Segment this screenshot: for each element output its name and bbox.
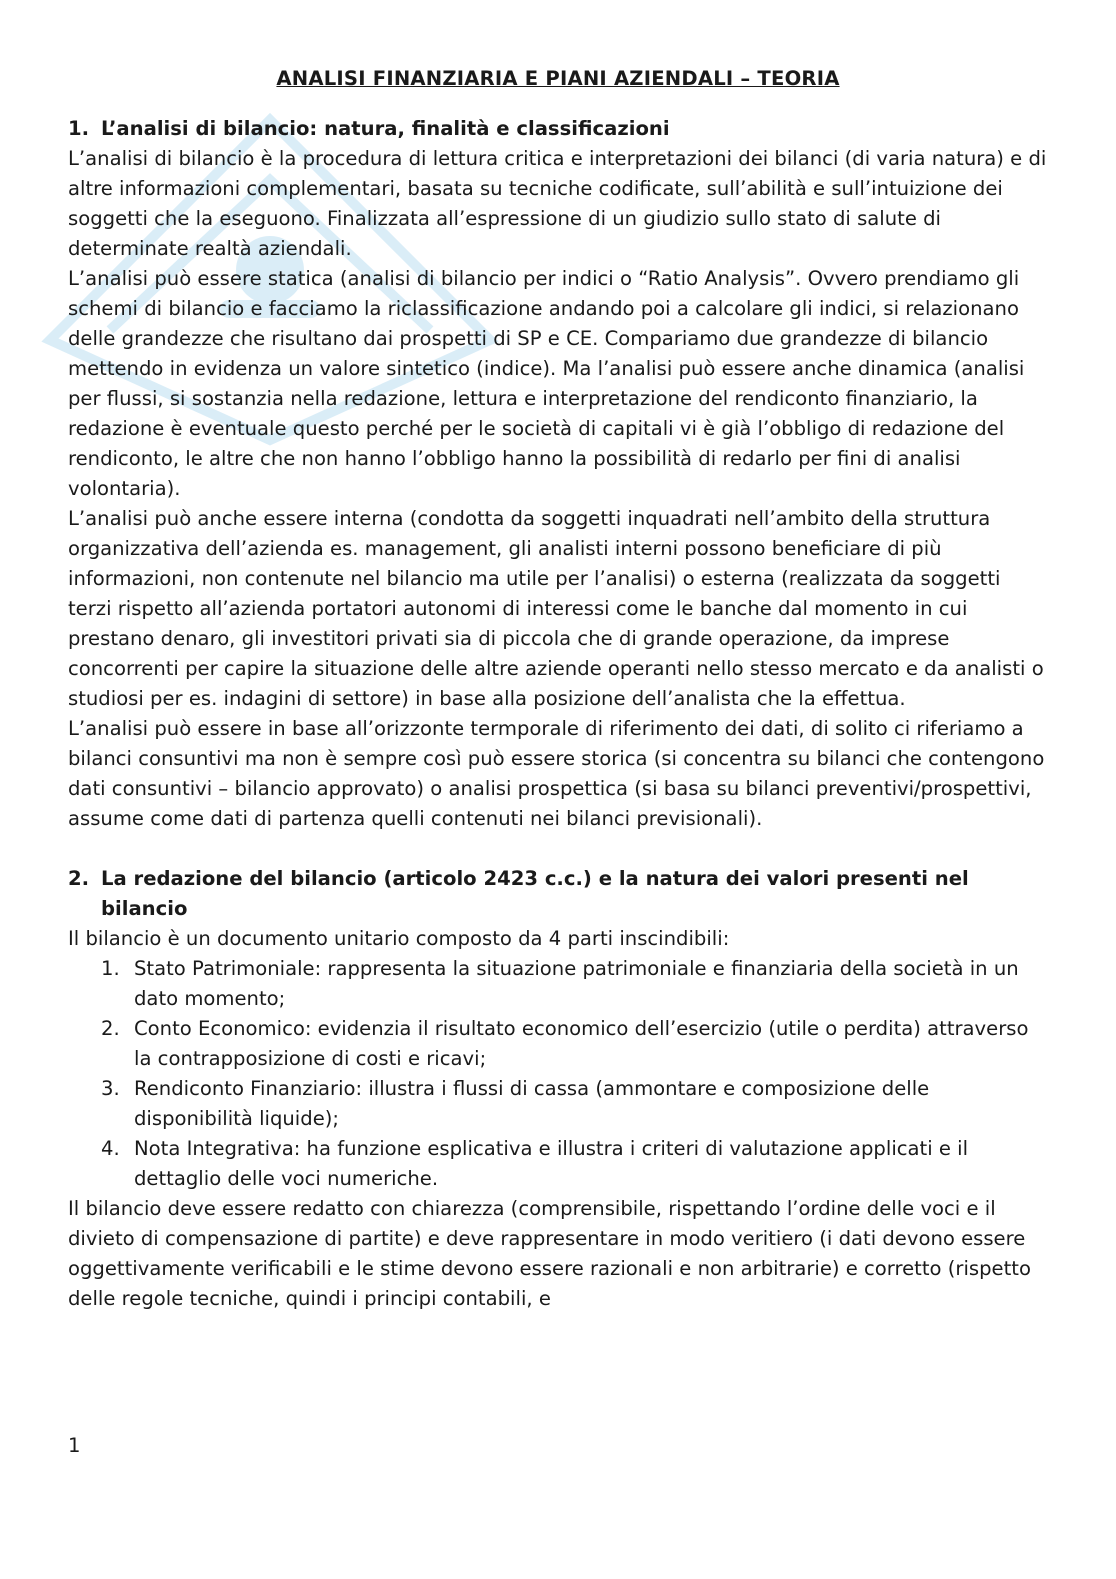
list-item-number: 1. [101, 957, 120, 980]
list-item-number: 4. [101, 1137, 120, 1160]
list-item-text: Stato Patrimoniale: rappresenta la situazione patrimoniale e finanziaria della società in un dato momento; [134, 957, 1019, 1010]
list-item-text: Nota Integrativa: ha funzione esplicativa e illustra i criteri di valutazione applicati e il dettaglio delle voci numeriche. [134, 1137, 969, 1190]
list-item-number: 2. [101, 1017, 120, 1040]
section-1-title: L’analisi di bilancio: natura, finalità e classificazioni [101, 117, 670, 140]
list-item [101, 954, 1048, 1014]
list-item [101, 1074, 1048, 1134]
list-item-text: Conto Economico: evidenzia il risultato economico dell’esercizio (utile o perdita) attraverso la contrapposizione di costi e ricavi; [134, 1017, 1029, 1070]
list-item-number: 3. [101, 1077, 120, 1100]
section-2-heading [68, 864, 1048, 924]
document-body [68, 64, 1048, 1314]
section-1-paragraph: L’analisi di bilancio è la procedura di lettura critica e interpretazioni dei bilanci (di varia natura) e di altre informazioni complementari, basata su tecniche codificate, sull’abilità e sull’intuizione dei soggetti che la eseguono. Finalizzata all’espressione di un giudizio sullo stato di salute di determinate realtà aziendali. [68, 147, 1047, 260]
section-2-title: La redazione del bilancio (articolo 2423 c.c.) e la natura dei valori presenti nel bilancio [101, 867, 969, 920]
list-item [101, 1134, 1048, 1194]
list-item [101, 1014, 1048, 1074]
section-1-heading [68, 114, 1048, 144]
page-number: 1 [68, 1434, 81, 1457]
section-2-intro: Il bilancio è un documento unitario composto da 4 parti inscindibili: [68, 927, 730, 950]
document-title: ANALISI FINANZIARIA E PIANI AZIENDALI – TEORIA [276, 67, 840, 90]
section-1-number: 1. [68, 117, 90, 140]
bilancio-parts-list [68, 954, 1048, 1194]
section-1-paragraph: L’analisi può essere statica (analisi di bilancio per indici o “Ratio Analysis”. Ovvero prendiamo gli schemi di bilancio e facciamo la riclassificazione andando poi a calcolare gli indici, si relazionano delle grandezze che risultano dai prospetti di SP e CE. Compariamo due grandezze di bilancio mettendo in evidenza un valore sintetico (indice). Ma l’analisi può essere anche dinamica (analisi per flussi, si sostanzia nella redazione, lettura e interpretazione del rendiconto finanziario, la redazione è eventuale questo perché per le società di capitali vi è già l’obbligo di redazione del rendiconto, le altre che non hanno l’obbligo hanno la possibilità di redarlo per fini di analisi volontaria). [68, 267, 1025, 500]
section-1-paragraph: L’analisi può anche essere interna (condotta da soggetti inquadrati nell’ambito della struttura organizzativa dell’azienda es. management, gli analisti interni possono beneficiare di più informazioni, non contenute nel bilancio ma utile per l’analisi) o esterna (realizzata da soggetti terzi rispetto all’azienda portatori autonomi di interessi come le banche dal momento in cui prestano denaro, gli investitori privati sia di piccola che di grande operazione, da imprese concorrenti per capire la situazione delle altre aziende operanti nello stesso mercato e da analisti o studiosi per es. indagini di settore) in base alla posizione dell’analista che la effettua. [68, 507, 1044, 710]
section-2-number: 2. [68, 867, 90, 890]
section-1-paragraph: L’analisi può essere in base all’orizzonte termporale di riferimento dei dati, di solito ci riferiamo a bilanci consuntivi ma non è sempre così può essere storica (si concentra su bilanci che contengono dati consuntivi – bilancio approvato) o analisi prospettica (si basa su bilanci preventivi/prospettivi, assume come dati di partenza quelli contenuti nei bilanci previsionali). [68, 717, 1045, 830]
section-gap [68, 834, 1048, 864]
section-2-closing: Il bilancio deve essere redatto con chiarezza (comprensibile, rispettando l’ordine delle voci e il divieto di compensazione di partite) e deve rappresentare in modo veritiero (i dati devono essere oggettivamente verificabili e le stime devono essere razionali e non arbitrarie) e corretto (rispetto delle regole tecniche, quindi i principi contabili, e [68, 1197, 1031, 1310]
list-item-text: Rendiconto Finanziario: illustra i flussi di cassa (ammontare e composizione delle disponibilità liquide); [134, 1077, 930, 1130]
